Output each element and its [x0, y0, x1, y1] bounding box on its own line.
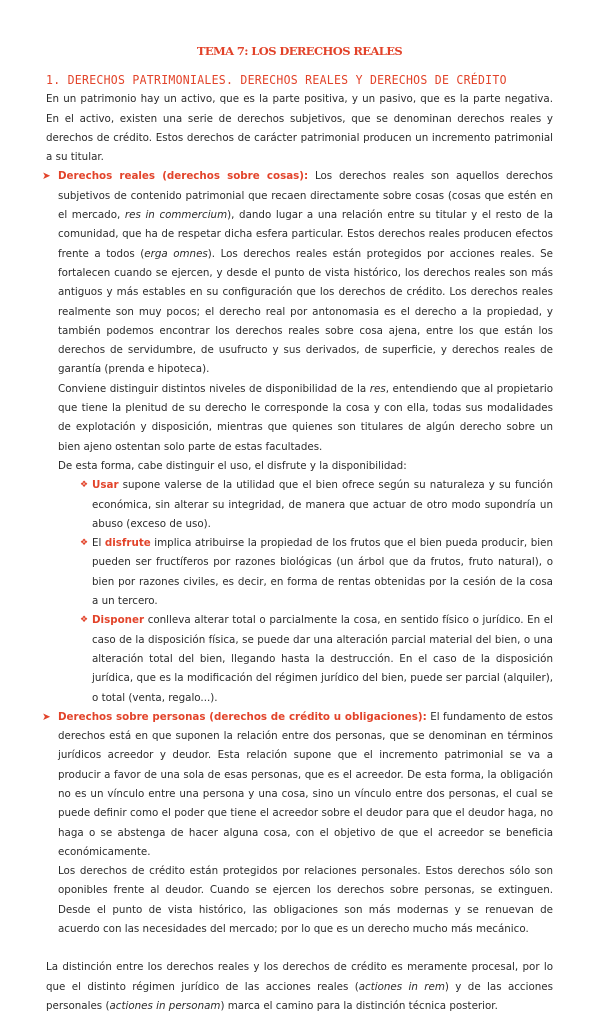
bullet-derechos-personas [42, 708, 554, 940]
text: Conviene distinguir distintos niveles de disponibilidad de la [58, 382, 370, 395]
text: La distinción entre los derechos reales y los derechos de crédito es meramente procesal, por lo que el distinto régimen jurídico de las acciones reales ( [46, 961, 553, 993]
text: supone valerse de la utilidad que el bien ofrece según su naturaleza y su función económica, sin alterar su integridad, de manera que actuar de otro modo supondría un abuso (exceso de uso). [92, 479, 553, 530]
text: El [92, 537, 105, 550]
text: El fundamento de estos derechos está en que suponen la relación entre dos personas, que se denominan en términos jurídicos acreedor y deudor. Esta relación supone que el incremento patrimonial se va a producir a favor de una sola de esas personas, que es el acreedor. De esta forma, la obligación no es un vínculo entre una persona y una cosa, sino un vínculo entre dos personas, el cual se puede definir como el poder que tiene el acreedor sobre el deudor para que el deudor haga, no haga o se abstenga de hacer alguna cosa, con el objetivo de que el acreedor se beneficia económicamente. [58, 710, 554, 858]
italic-term: actiones in rem [358, 980, 445, 993]
item-label: Disponer [92, 614, 145, 627]
item-label: disfrute [104, 537, 151, 550]
text: ). Los derechos reales están protegidos por acciones reales. Se fortalecen cuando se ejercen, y desde el punto de vista histórico, los derechos reales son más antiguos y más estables en su configuración que los derechos de crédito. Los derechos reales realmente son muy pocos; el derecho real por antonomasia es el derecho a la propiedad, y también podemos encontrar los derechos reales sobre cosa ajena, entre los que están los derechos de servidumbre, de usufructo y sus derivados, de superficie, y derechos reales de garantía (prenda e hipoteca). [58, 247, 553, 376]
text: ), dando lugar a una relación entre su titular y el resto de la comunidad, que ha de respetar dicha esfera particular. Estos derechos reales producen efectos frente a todos ( [58, 209, 554, 260]
item-label: Usar [92, 479, 119, 492]
text: , entendiendo que al propietario que tiene la plenitud de su derecho le corresponde la cosa y con ella, todas sus modalidades de explotación y disposición, mientras que quienes son titulares de algún derecho sobre un bien ajeno ostentan solo parte de estas facultades. [58, 382, 553, 453]
list-item [46, 611, 553, 707]
page-title: TEMA 7: LOS DERECHOS REALES [196, 44, 403, 58]
list-item [46, 534, 553, 611]
italic-term: res in commercium [124, 209, 228, 222]
bullet-label: Derechos sobre personas (derechos de crédito u obligaciones): [58, 710, 427, 723]
diamond-bullet-icon: ❖ [80, 480, 89, 491]
text: conlleva alterar total o parcialmente la cosa, en sentido físico o jurídico. En el caso de la disposición física, se puede dar una alteración parcial material del bien, o una alteración total del bien, llegando hasta la destrucción. En el caso de la disposición jurídica, que es la modificación del régimen jurídico del bien, puede ser parcial (alquiler), o total (venta, regalo...). [92, 614, 553, 704]
diamond-bullet-icon: ❖ [80, 615, 89, 626]
text: ) marca el camino para la distinción técnica posterior. [220, 999, 498, 1012]
credito-paragraph: Los derechos de crédito están protegidos por relaciones personales. Estos derechos sólo son oponibles frente al deudor. Cuando se ejercen los derechos sobre personas, se extinguen. Desde el punto de vista histórico, las obligaciones son más modernas y se renuevan de acuerdo con las necesidades del mercado; por lo que es un derecho mucho más mecánico. [58, 865, 553, 936]
intro-paragraph: En un patrimonio hay un activo, que es la parte positiva, y un pasivo, que es la parte negativa. En el activo, existen una serie de derechos subjetivos, que se denominan derechos reales y derechos de crédito. Estos derechos de carácter patrimonial producen un incremento patrimonial a su titular. [46, 93, 553, 164]
section-heading: 1. DERECHOS PATRIMONIALES. DERECHOS REALES Y DERECHOS DE CRÉDITO [46, 72, 507, 88]
text: ) y de las acciones personales ( [46, 980, 553, 1012]
arrow-bullet-icon: ➤ [42, 710, 51, 723]
text: Los derechos reales son aquellos derechos subjetivos de contenido patrimonial que recaen directamente sobre cosas (cosas que estén en el mercado, [58, 170, 554, 222]
bullet-label: Derechos reales (derechos sobre cosas): [58, 170, 309, 183]
document-page [42, 42, 554, 1016]
diamond-bullet-icon: ❖ [80, 538, 89, 549]
niveles-paragraph [58, 380, 553, 457]
forma-paragraph: De esta forma, cabe distinguir el uso, el disfrute y la disponibilidad: [58, 459, 407, 472]
list-item [46, 476, 553, 534]
text: implica atribuirse la propiedad de los frutos que el bien pueda producir, bien pueden ser fructíferos por razones biológicas (un árbol que da frutos, fruto natural), o bien por razones civiles, es decir, en forma de rentas obtenidas por la cesión de la cosa a un tercero. [92, 537, 553, 608]
arrow-bullet-icon: ➤ [42, 170, 51, 183]
italic-term: actiones in personam [109, 999, 221, 1012]
italic-term: erga omnes [144, 247, 208, 260]
italic-term: res [369, 382, 386, 395]
final-paragraph [46, 958, 553, 1016]
bullet-derechos-reales [42, 167, 554, 476]
